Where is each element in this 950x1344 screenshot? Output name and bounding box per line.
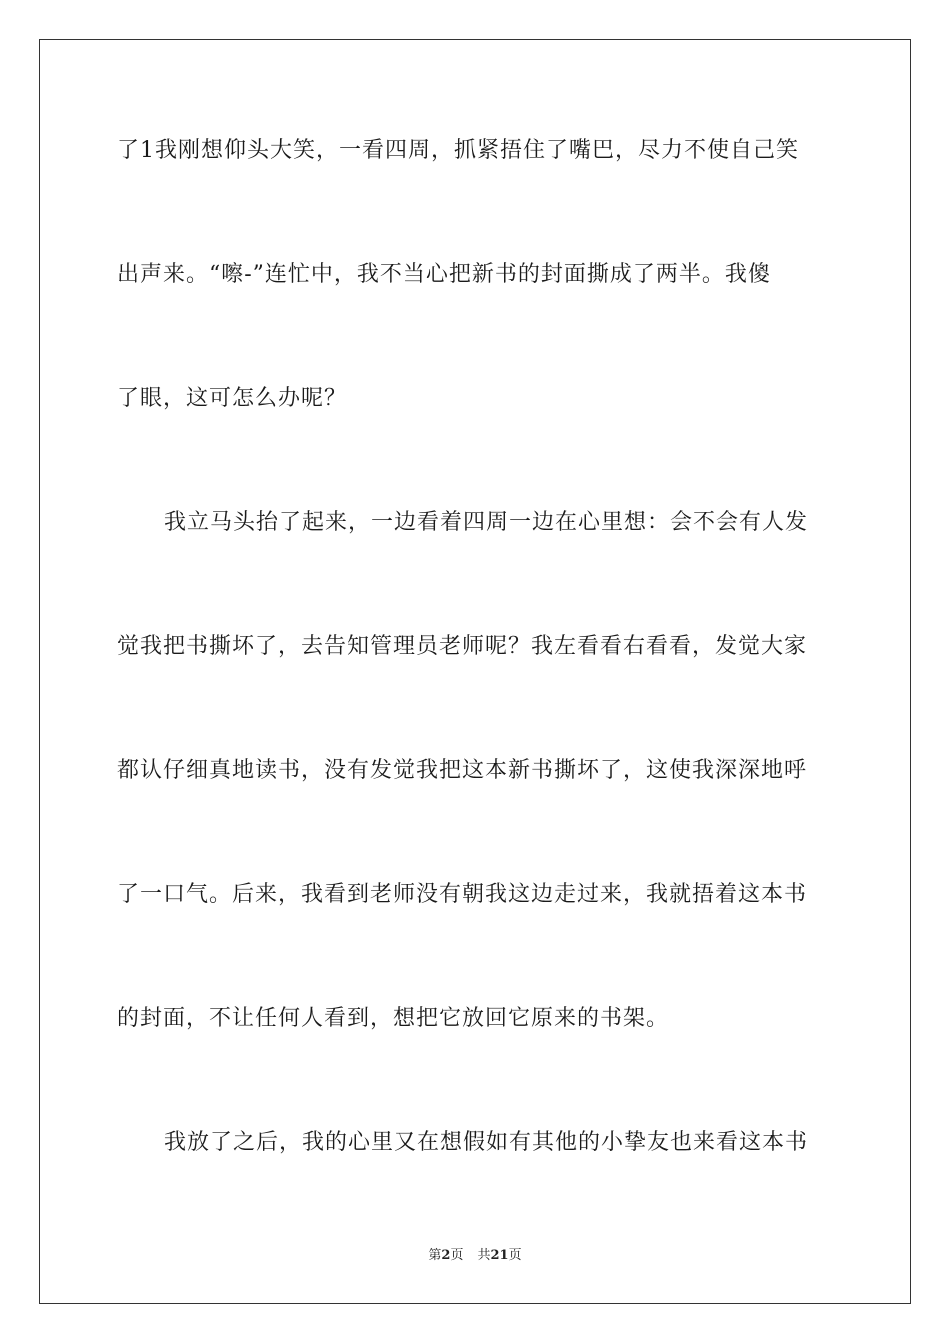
footer-total-prefix: 共: [477, 1248, 491, 1263]
text-line-3: 了眼，这可怎么办呢？: [117, 386, 348, 411]
footer-page-prefix: 第: [428, 1248, 442, 1263]
text-line-6: 都认仔细真地读书，没有发觉我把这本新书撕坏了，这使我深深地呼: [117, 758, 808, 783]
footer-page-suffix: 页: [450, 1248, 464, 1263]
page-border: [39, 39, 911, 1304]
text-line-9: 我放了之后，我的心里又在想假如有其他的小挚友也来看这本书: [164, 1130, 809, 1155]
footer-page-total: 21: [490, 1248, 509, 1263]
page-footer: [0, 1247, 950, 1265]
text-line-5: 觉我把书撕坏了，去告知管理员老师呢？我左看看右看看，发觉大家: [117, 634, 808, 659]
text-line-7: 了一口气。后来，我看到老师没有朝我这边走过来，我就捂着这本书: [117, 882, 808, 907]
footer-page-current: 2: [441, 1248, 451, 1263]
footer-total-suffix: 页: [508, 1248, 522, 1263]
text-line-4: 我立马头抬了起来，一边看着四周一边在心里想：会不会有人发: [164, 510, 809, 535]
text-line-2: 出声来。“嚓-”连忙中，我不当心把新书的封面撕成了两半。我傻: [117, 262, 771, 287]
text-line-1: 了1我刚想仰头大笑，一看四周，抓紧捂住了嘴巴，尽力不使自己笑: [117, 138, 799, 163]
text-line-8: 的封面，不让任何人看到，想把它放回它原来的书架。: [117, 1006, 670, 1031]
